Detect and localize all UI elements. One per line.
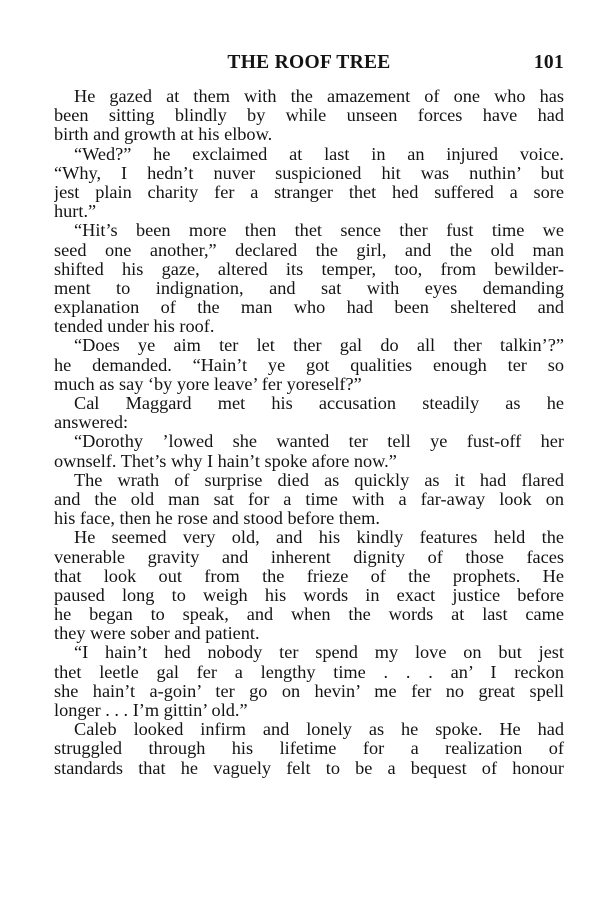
text-line: seed one another,” declared the girl, and the old man xyxy=(54,240,564,260)
text-line: Cal Maggard met his accusation steadily as he xyxy=(74,394,564,413)
text-line: they were sober and patient. xyxy=(54,624,260,644)
text-line: “Why, I hedn’t nuver suspicioned hit was nuthin’ but xyxy=(54,163,564,183)
text-line: “Does ye aim ter let ther gal do all ther talkin’?” xyxy=(74,336,564,356)
text-line: thet leetle gal fer a lengthy time . . . an’ I reckon xyxy=(54,662,564,682)
text-line: answered: xyxy=(54,413,129,433)
running-head xyxy=(54,52,564,78)
text-line: explanation of the man who had been sheltered and xyxy=(54,298,564,318)
text-line: jest plain charity fer a stranger thet hed suffered a sore xyxy=(54,182,564,202)
text-line: He seemed very old, and his kindly features held the xyxy=(74,528,564,548)
text-line: birth and growth at his elbow. xyxy=(54,125,273,145)
running-title: THE ROOF TREE xyxy=(227,52,391,73)
text-line: he demanded. “Hain’t ye got qualities enough ter so xyxy=(54,355,564,375)
text-line: he began to speak, and when the words at last came xyxy=(54,605,564,625)
text-line: ownself. Thet’s why I hain’t spoke afore now.” xyxy=(54,451,397,471)
text-line: struggled through his lifetime for a realization of xyxy=(54,739,564,759)
text-line: standards that he vaguely felt to be a bequest of honour xyxy=(54,758,564,778)
text-line: The wrath of surprise died as quickly as it had flared xyxy=(74,470,564,490)
text-line: “I hain’t hed nobody ter spend my love on but jest xyxy=(74,643,564,663)
body-text xyxy=(54,87,564,778)
text-line: paused long to weigh his words in exact justice before xyxy=(54,585,564,605)
text-line: longer . . . I’m gittin’ old.” xyxy=(54,701,248,720)
text-line: “Hit’s been more then thet sence ther fust time we xyxy=(74,221,564,241)
text-line: tended under his roof. xyxy=(54,317,215,337)
text-line: that look out from the frieze of the prophets. He xyxy=(54,566,564,586)
text-line: been sitting blindly by while unseen forces have had xyxy=(54,106,564,126)
text-line: He gazed at them with the amazement of one who has xyxy=(74,87,564,106)
text-line: ment to indignation, and sat with eyes demanding xyxy=(54,278,564,298)
text-line: Caleb looked infirm and lonely as he spoke. He had xyxy=(74,720,564,740)
text-line: shifted his gaze, altered its temper, too, from bewilder- xyxy=(54,259,564,279)
text-line: hurt.” xyxy=(54,202,97,222)
text-line: much as say ‘by yore leave’ fer yoreself?” xyxy=(54,374,362,394)
text-line: and the old man sat for a time with a far-away look on xyxy=(54,489,564,509)
text-line: she hain’t a-goin’ ter go on hevin’ me fer no great spell xyxy=(54,681,564,701)
text-line: “Wed?” he exclaimed at last in an injured voice. xyxy=(74,144,564,164)
text-line: his face, then he rose and stood before them. xyxy=(54,509,380,529)
text-line: venerable gravity and inherent dignity of those faces xyxy=(54,547,564,567)
page-number: 101 xyxy=(533,52,564,73)
text-line: “Dorothy ’lowed she wanted ter tell ye fust-off her xyxy=(74,432,564,452)
